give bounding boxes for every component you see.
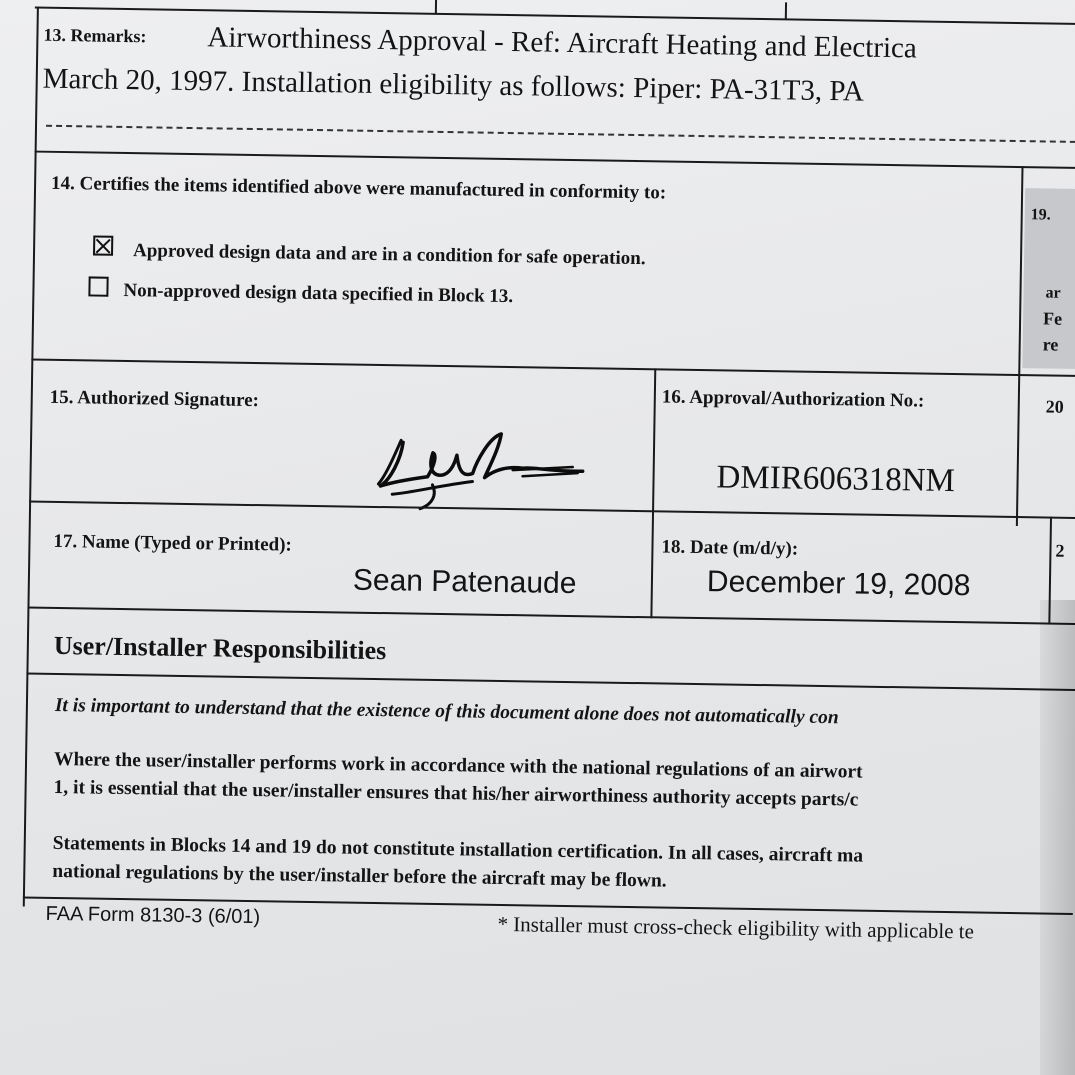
nonapproved-design-checkbox[interactable]	[88, 276, 108, 296]
responsibilities-paragraph-2-line2: 1, it is essential that the user/installer ensures that his/her airworthiness authority accepts parts/c	[53, 776, 859, 811]
approval-date: December 19, 2008	[706, 565, 971, 603]
block15-label: 15. Authorized Signature:	[49, 386, 260, 412]
form-identifier: FAA Form 8130-3 (6/01)	[45, 902, 261, 929]
top-cell-divider-2	[785, 2, 787, 19]
block13-label: 13. Remarks:	[43, 24, 147, 47]
block19-fragment-1: ar	[1045, 284, 1061, 302]
block18-label: 18. Date (m/d/y):	[661, 536, 799, 560]
block13-remarks-line1: Airworthiness Approval - Ref: Aircraft Heating and Electrica	[207, 21, 918, 65]
responsibilities-paragraph-1: It is important to understand that the existence of this document alone does not automatically con	[54, 694, 839, 729]
responsibilities-heading: User/Installer Responsibilities	[53, 630, 387, 666]
responsibilities-heading-border	[26, 672, 1075, 690]
responsibilities-paragraph-3-line2: national regulations by the user/installer before the aircraft may be flown.	[52, 860, 667, 892]
block15-16-divider	[650, 368, 656, 618]
responsibilities-paragraph-2-line1: Where the user/installer performs work in accordance with the national regulations of an airwort	[53, 748, 863, 783]
approved-design-checkbox[interactable]	[93, 235, 113, 255]
top-cell-divider	[435, 0, 437, 14]
block14-label: 14. Certifies the items identified above were manufactured in conformity to:	[50, 172, 667, 204]
block13-remarks-line2: March 20, 1997. Installation eligibility as follows: Piper: PA-31T3, PA	[42, 62, 865, 108]
block21-label: 2	[1055, 540, 1065, 561]
block13-dashed-line	[46, 125, 1075, 143]
block14-bottom-border	[31, 359, 1075, 377]
block19-fragment-3: re	[1042, 334, 1059, 355]
block16-label: 16. Approval/Authorization No.:	[661, 386, 925, 412]
printed-name: Sean Patenaude	[352, 563, 577, 601]
block20-label: 20	[1045, 396, 1064, 417]
block17-label: 17. Name (Typed or Printed):	[53, 530, 292, 556]
block17-bottom-border	[27, 607, 1075, 625]
nonapproved-design-label: Non-approved design data specified in Block 13.	[123, 279, 514, 308]
approved-design-label: Approved design data and are in a condition for safe operation.	[132, 240, 646, 270]
top-border	[35, 7, 1075, 25]
block19-label: 19.	[1030, 206, 1051, 224]
authorized-signature	[372, 424, 593, 517]
page-curl-shadow	[1040, 600, 1075, 1075]
block13-bottom-border	[35, 151, 1075, 169]
eligibility-footnote: * Installer must cross-check eligibility with applicable te	[497, 911, 975, 944]
block19-fragment-2: Fe	[1042, 308, 1063, 329]
approval-number: DMIR606318NM	[716, 459, 956, 500]
left-border	[23, 7, 39, 907]
responsibilities-paragraph-3-line1: Statements in Blocks 14 and 19 do not constitute installation certification. In all cases, aircraft ma	[52, 832, 864, 867]
